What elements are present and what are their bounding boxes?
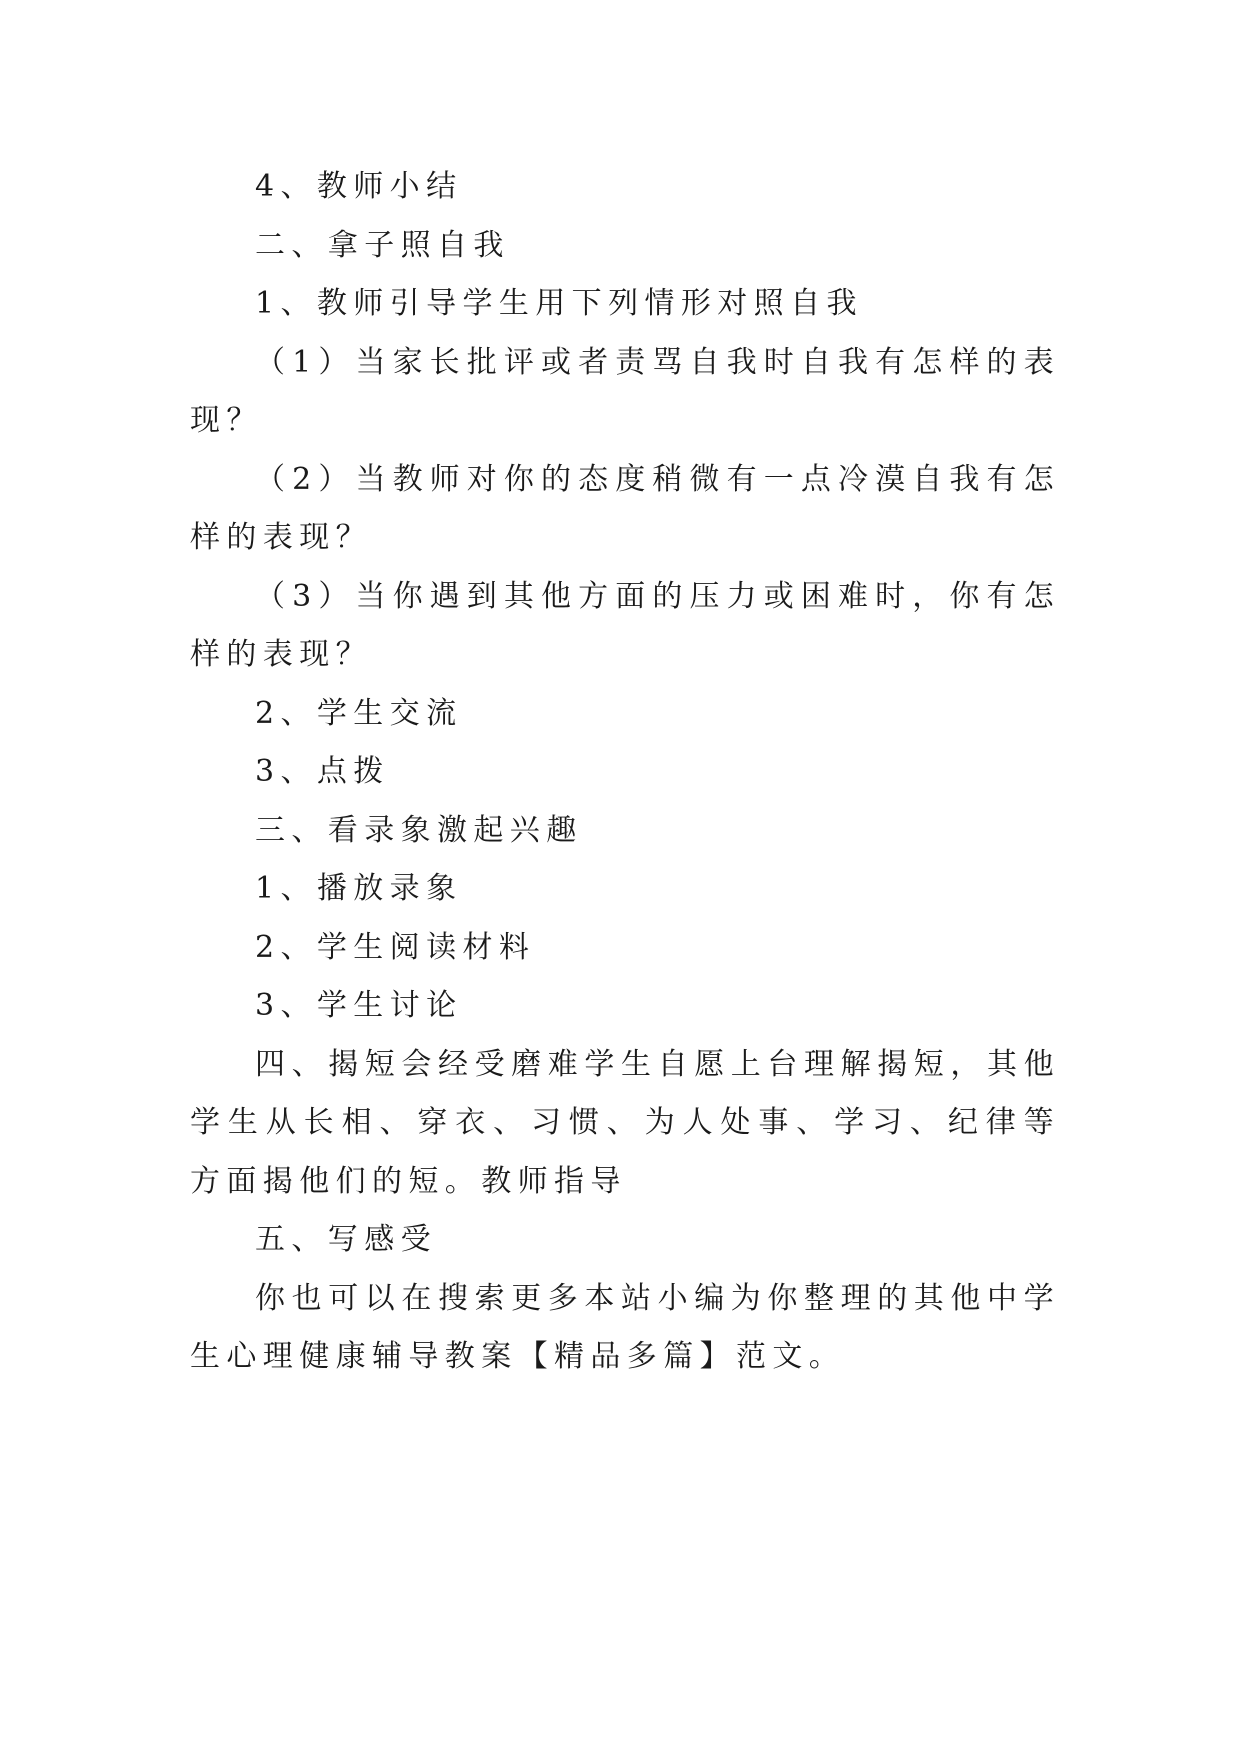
paragraph-read-materials: 2、学生阅读材料 [255, 929, 536, 965]
paragraph-student-discussion: 3、学生讨论 [255, 988, 463, 1023]
paragraph-teacher-summary: 4、教师小结 [255, 169, 463, 204]
paragraph-section-three-heading: 三、看录象激起兴趣 [255, 812, 583, 848]
paragraph-student-exchange: 2、学生交流 [255, 695, 463, 731]
paragraph-question-3: （3）当你遇到其他方面的压力或困难时，你有怎样的表现？ [190, 578, 1060, 672]
paragraph-question-2: （2）当教师对你的态度稍微有一点冷漠自我有怎样的表现？ [190, 461, 1060, 555]
paragraph-section-two-heading: 二、拿子照自我 [255, 227, 510, 263]
paragraph-guidance: 3、点拨 [255, 754, 390, 789]
paragraph-section-five-heading: 五、写感受 [255, 1222, 437, 1257]
paragraph-play-video: 1、播放录象 [255, 871, 463, 906]
paragraph-guide-students: 1、教师引导学生用下列情形对照自我 [255, 286, 863, 321]
paragraph-section-four: 四、揭短会经受磨难学生自愿上台理解揭短，其他学生从长相、穿衣、习惯、为人处事、学习、纪律等方面揭他们的短。教师指导 [190, 1046, 1060, 1199]
paragraph-question-1: （1）当家长批评或者责骂自我时自我有怎样的表现？ [190, 344, 1060, 438]
document-body [190, 158, 1060, 1387]
paragraph-closing-note: 你也可以在搜索更多本站小编为你整理的其他中学生心理健康辅导教案【精品多篇】范文。 [190, 1280, 1060, 1374]
